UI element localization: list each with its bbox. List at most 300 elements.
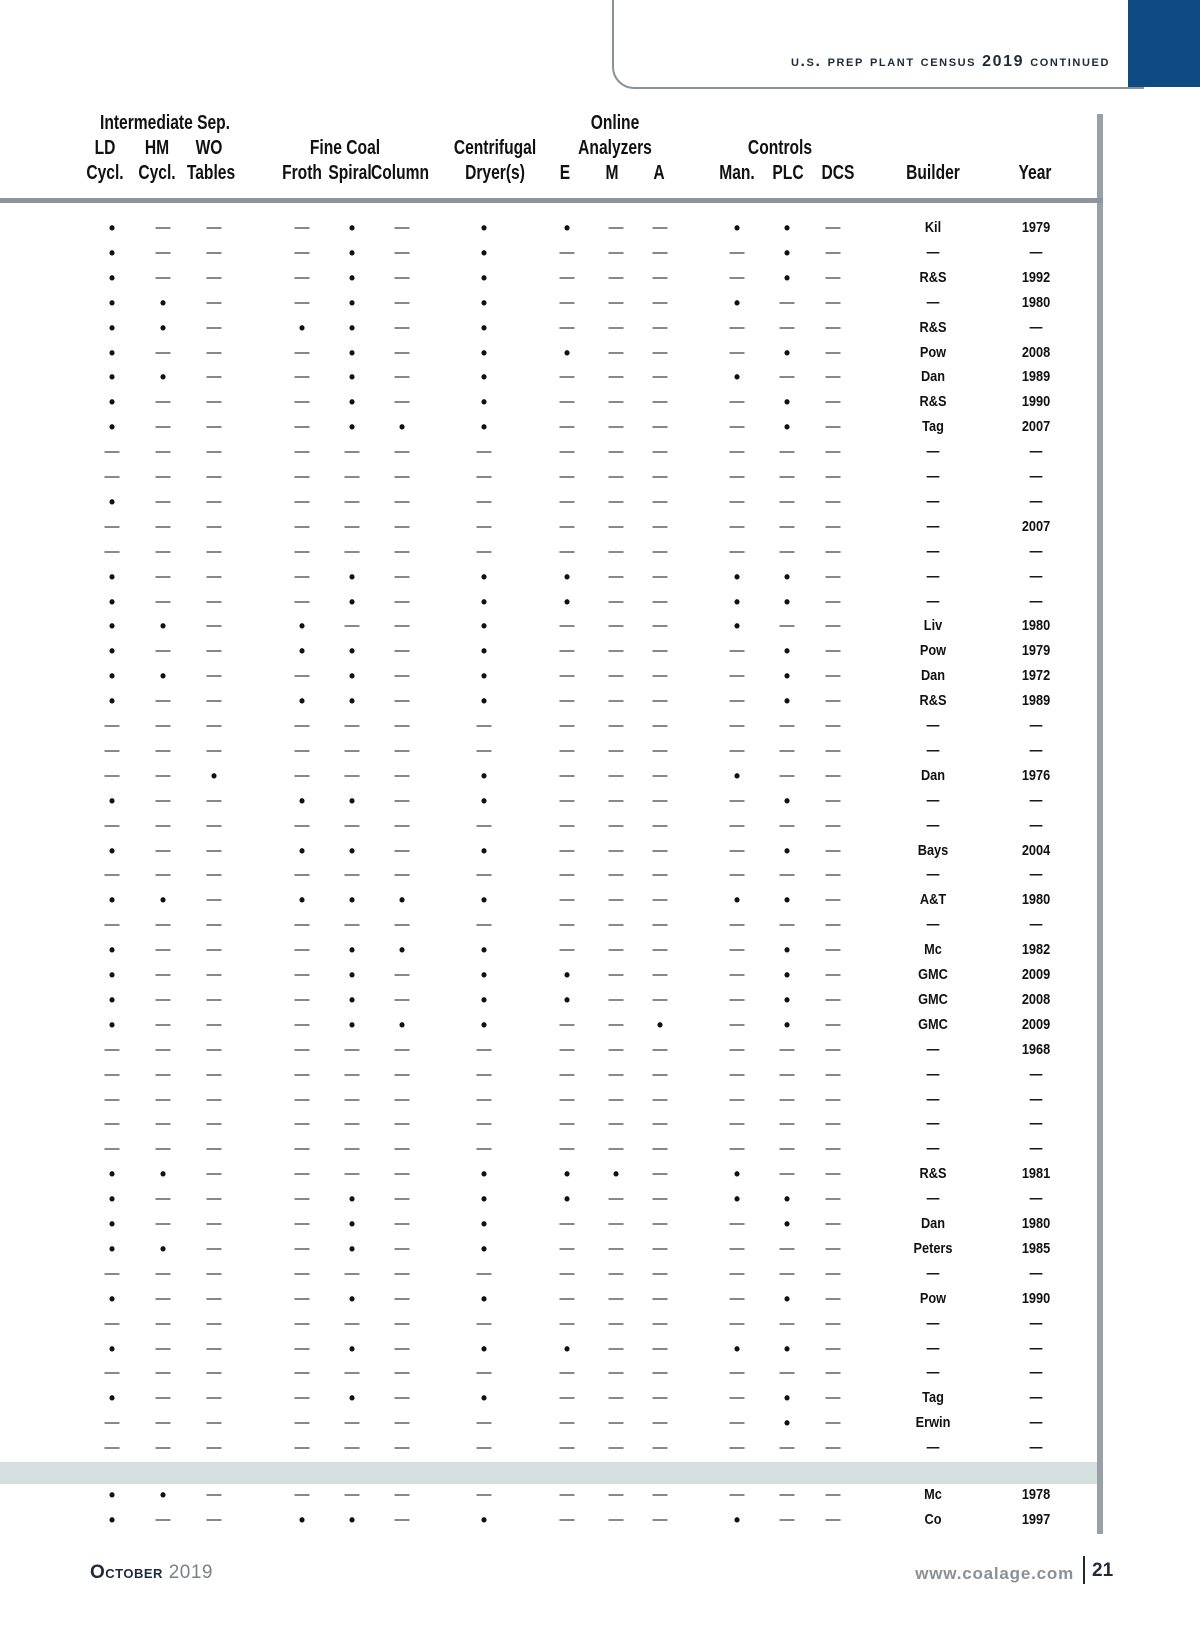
cell-builder: —	[926, 717, 940, 734]
cell-analyzer-a: —	[652, 1190, 668, 1208]
cell-controls-dcs: —	[825, 517, 841, 535]
cell-dryers: •	[480, 940, 488, 961]
cell-controls-plc: •	[783, 1413, 791, 1434]
cell-column: —	[394, 1439, 410, 1457]
cell-dryers: —	[476, 717, 492, 734]
cell-analyzer-e: —	[559, 468, 575, 485]
cell-analyzer-a: —	[652, 219, 668, 236]
cell-controls-man: —	[729, 517, 745, 535]
cell-year: —	[1029, 1314, 1043, 1332]
cell-dryers: •	[480, 1189, 488, 1210]
cell-builder: R&S	[919, 692, 947, 710]
cell-builder: Pow	[919, 1289, 947, 1307]
cell-analyzer-a: —	[652, 1090, 668, 1108]
cell-controls-man: •	[733, 1189, 741, 1210]
cell-froth: —	[294, 741, 310, 759]
cell-analyzer-a: —	[652, 891, 668, 909]
cell-froth: •	[298, 840, 306, 861]
cell-analyzer-e: —	[559, 1364, 575, 1382]
cell-controls-plc: —	[779, 1115, 795, 1133]
cell-wo-tables: —	[206, 941, 222, 959]
cell-controls-dcs: —	[825, 1115, 841, 1133]
cell-controls-dcs: —	[825, 1511, 841, 1528]
cell-dryers: •	[480, 691, 488, 712]
cell-ld-cycl: —	[104, 1065, 120, 1083]
cell-froth: —	[294, 1090, 310, 1108]
cell-controls-dcs: —	[825, 966, 841, 983]
cell-year: —	[1029, 916, 1043, 934]
cell-analyzer-e: —	[559, 841, 575, 859]
cell-year: 1972	[1021, 667, 1051, 685]
cell-analyzer-a: —	[652, 517, 668, 535]
cell-column: —	[394, 468, 410, 485]
cell-builder: —	[926, 916, 940, 934]
cell-froth: •	[298, 641, 306, 662]
cell-ld-cycl: —	[104, 443, 120, 461]
cell-analyzer-m: —	[608, 1364, 624, 1382]
cell-spiral: —	[344, 741, 360, 759]
cell-froth: —	[294, 1065, 310, 1083]
cell-analyzer-m: —	[608, 567, 624, 585]
cell-spiral: •	[348, 566, 356, 587]
cell-year: —	[1029, 318, 1043, 336]
cell-hm-cycl: —	[155, 443, 171, 461]
cell-analyzer-m: —	[608, 916, 624, 934]
header-centrifugal: Centrifugal	[453, 137, 537, 159]
cell-ld-cycl: •	[108, 940, 116, 961]
cell-wo-tables: —	[206, 468, 222, 485]
cell-analyzer-m: —	[608, 418, 624, 436]
cell-year: 1989	[1021, 368, 1051, 386]
cell-year: —	[1029, 1140, 1043, 1158]
cell-builder: GMC	[918, 1015, 948, 1033]
cell-controls-dcs: —	[825, 692, 841, 710]
cell-builder: Mc	[924, 1486, 942, 1503]
cell-spiral: •	[348, 1214, 356, 1234]
cell-analyzer-a: —	[652, 966, 668, 983]
cell-builder: Dan	[920, 1215, 946, 1232]
cell-dryers: •	[480, 616, 488, 637]
cell-builder: R&S	[919, 1165, 947, 1183]
cell-hm-cycl: —	[155, 393, 171, 411]
cell-column: —	[394, 642, 410, 660]
cell-wo-tables: —	[206, 841, 222, 859]
cell-controls-man: •	[733, 218, 741, 238]
cell-ld-cycl: •	[108, 840, 116, 861]
cell-analyzer-e: —	[559, 1115, 575, 1133]
cell-wo-tables: •	[210, 765, 218, 786]
cell-froth: —	[294, 592, 310, 610]
cell-analyzer-m: —	[608, 1015, 624, 1033]
cell-year: —	[1029, 443, 1043, 461]
cell-controls-plc: —	[779, 1090, 795, 1108]
header-dcs: DCS	[821, 162, 855, 184]
cell-wo-tables: —	[206, 1115, 222, 1133]
cell-wo-tables: —	[206, 1190, 222, 1208]
cell-column: •	[398, 940, 406, 961]
cell-controls-man: •	[733, 765, 741, 786]
cell-hm-cycl: •	[159, 367, 167, 388]
cell-controls-dcs: —	[825, 468, 841, 485]
cell-builder: Mc	[924, 941, 942, 959]
cell-hm-cycl: —	[155, 268, 171, 286]
cell-year: 2007	[1021, 418, 1051, 436]
cell-builder: —	[926, 1264, 940, 1282]
cell-controls-plc: —	[779, 1165, 795, 1183]
cell-analyzer-e: •	[563, 1338, 571, 1359]
cell-controls-plc: —	[779, 766, 795, 784]
cell-analyzer-a: —	[652, 1140, 668, 1158]
cell-analyzer-m: —	[608, 692, 624, 710]
cell-builder: —	[926, 1339, 940, 1357]
cell-column: —	[394, 966, 410, 983]
cell-controls-dcs: —	[825, 1239, 841, 1257]
cell-wo-tables: —	[206, 990, 222, 1008]
cell-controls-plc: •	[783, 342, 791, 363]
footer-website[interactable]: www.coalage.com	[915, 1564, 1074, 1583]
cell-analyzer-a: —	[652, 1364, 668, 1382]
cell-hm-cycl: —	[155, 941, 171, 959]
cell-spiral: —	[344, 1439, 360, 1457]
cell-dryers: •	[480, 641, 488, 662]
cell-builder: —	[926, 816, 940, 834]
cell-controls-dcs: —	[825, 418, 841, 436]
cell-wo-tables: —	[206, 1264, 222, 1282]
cell-analyzer-e: —	[559, 741, 575, 759]
cell-dryers: —	[476, 1264, 492, 1282]
cell-ld-cycl: —	[104, 1090, 120, 1108]
cell-analyzer-a: —	[652, 1065, 668, 1083]
cell-builder: —	[926, 1090, 940, 1108]
cell-analyzer-a: —	[652, 567, 668, 585]
cell-hm-cycl: •	[159, 317, 167, 338]
cell-controls-plc: •	[783, 1014, 791, 1035]
cell-year: —	[1029, 592, 1043, 610]
cell-hm-cycl: —	[155, 517, 171, 535]
header-ld-cycl: Cycl.	[86, 162, 124, 184]
cell-spiral: •	[348, 666, 356, 687]
cell-ld-cycl: —	[104, 866, 120, 884]
cell-builder: R&S	[919, 318, 947, 336]
cell-controls-plc: •	[783, 666, 791, 687]
header-column: Column	[370, 162, 430, 184]
cell-froth: —	[294, 443, 310, 461]
cell-analyzer-a: —	[652, 1339, 668, 1357]
cell-controls-man: •	[733, 890, 741, 911]
cell-column: —	[394, 492, 410, 510]
cell-analyzer-a: —	[652, 1115, 668, 1133]
cell-wo-tables: —	[206, 293, 222, 311]
cell-spiral: —	[344, 1264, 360, 1282]
cell-analyzer-e: —	[559, 692, 575, 710]
cell-builder: —	[926, 592, 940, 610]
cell-hm-cycl: —	[155, 816, 171, 834]
cell-ld-cycl: •	[108, 790, 116, 811]
cell-column: —	[394, 1165, 410, 1183]
cell-controls-plc: •	[783, 591, 791, 612]
cell-analyzer-m: —	[608, 1215, 624, 1232]
cell-analyzer-a: —	[652, 592, 668, 610]
cell-dryers: —	[476, 1140, 492, 1158]
cell-spiral: •	[348, 840, 356, 861]
cell-spiral: •	[348, 940, 356, 961]
cell-analyzer-e: —	[559, 393, 575, 411]
cell-builder: —	[926, 1190, 940, 1208]
cell-builder: Erwin	[915, 1414, 951, 1432]
cell-controls-dcs: —	[825, 1364, 841, 1382]
cell-ld-cycl: •	[108, 965, 116, 985]
cell-ld-cycl: •	[108, 267, 116, 288]
cell-hm-cycl: —	[155, 1115, 171, 1133]
cell-froth: —	[294, 966, 310, 983]
header-online: Online	[590, 112, 640, 134]
cell-spiral: •	[348, 790, 356, 811]
cell-controls-man: —	[729, 667, 745, 685]
cell-hm-cycl: —	[155, 717, 171, 734]
cell-wo-tables: —	[206, 368, 222, 386]
cell-ld-cycl: —	[104, 816, 120, 834]
cell-spiral: —	[344, 468, 360, 485]
cell-controls-dcs: —	[825, 667, 841, 685]
cell-builder: Pow	[919, 343, 947, 361]
cell-analyzer-a: —	[652, 1289, 668, 1307]
cell-froth: —	[294, 916, 310, 934]
cell-analyzer-m: —	[608, 268, 624, 286]
cell-spiral: •	[348, 1189, 356, 1210]
cell-spiral: •	[348, 392, 356, 413]
cell-analyzer-a: —	[652, 667, 668, 685]
cell-builder: GMC	[918, 966, 948, 983]
cell-hm-cycl: —	[155, 766, 171, 784]
cell-analyzer-e: —	[559, 816, 575, 834]
cell-controls-dcs: —	[825, 219, 841, 236]
cell-ld-cycl: •	[108, 392, 116, 413]
cell-hm-cycl: —	[155, 1015, 171, 1033]
cell-analyzer-m: —	[608, 1339, 624, 1357]
cell-builder: —	[926, 1314, 940, 1332]
cell-builder: —	[926, 1140, 940, 1158]
cell-analyzer-m: —	[608, 766, 624, 784]
cell-column: —	[394, 766, 410, 784]
cell-hm-cycl: —	[155, 866, 171, 884]
cell-ld-cycl: •	[108, 1388, 116, 1409]
cell-wo-tables: —	[206, 816, 222, 834]
cell-dryers: —	[476, 1439, 492, 1457]
cell-spiral: —	[344, 1165, 360, 1183]
cell-year: 1976	[1021, 766, 1051, 784]
header-intermediate-sep: Intermediate Sep.	[99, 112, 231, 134]
cell-froth: —	[294, 816, 310, 834]
cell-ld-cycl: •	[108, 1485, 116, 1505]
cell-ld-cycl: •	[108, 1288, 116, 1309]
cell-dryers: •	[480, 1164, 488, 1185]
cell-builder: R&S	[919, 268, 947, 286]
cell-year: —	[1029, 1090, 1043, 1108]
cell-dryers: —	[476, 916, 492, 934]
cell-froth: —	[294, 1140, 310, 1158]
cell-controls-plc: •	[783, 392, 791, 413]
cell-analyzer-e: —	[559, 791, 575, 809]
cell-analyzer-e: —	[559, 1015, 575, 1033]
cell-ld-cycl: —	[104, 1264, 120, 1282]
cell-column: —	[394, 1215, 410, 1232]
cell-controls-man: —	[729, 1289, 745, 1307]
cell-froth: —	[294, 1339, 310, 1357]
cell-froth: —	[294, 1264, 310, 1282]
cell-analyzer-m: —	[608, 617, 624, 635]
cell-controls-dcs: —	[825, 268, 841, 286]
cell-builder: —	[926, 517, 940, 535]
cell-column: —	[394, 841, 410, 859]
cell-spiral: •	[348, 267, 356, 288]
cell-analyzer-m: —	[608, 1040, 624, 1058]
cell-controls-man: —	[729, 941, 745, 959]
cell-analyzer-m: —	[608, 1115, 624, 1133]
cell-analyzer-e: •	[563, 1164, 571, 1185]
cell-analyzer-e: —	[559, 717, 575, 734]
cell-spiral: —	[344, 492, 360, 510]
cell-controls-man: —	[729, 268, 745, 286]
cell-dryers: •	[480, 242, 488, 263]
cell-analyzer-a: —	[652, 1389, 668, 1407]
cell-year: —	[1029, 791, 1043, 809]
cell-controls-man: •	[733, 1510, 741, 1530]
cell-froth: —	[294, 1314, 310, 1332]
cell-column: —	[394, 1314, 410, 1332]
cell-controls-plc: —	[779, 1264, 795, 1282]
cell-year: 1980	[1021, 1215, 1051, 1232]
running-head: u.s. prep plant census 2019 continued	[790, 53, 1110, 70]
cell-controls-plc: •	[783, 417, 791, 438]
cell-column: —	[394, 1511, 410, 1528]
cell-builder: —	[926, 293, 940, 311]
cell-analyzer-e: —	[559, 443, 575, 461]
header-dryers: Dryer(s)	[465, 162, 525, 184]
cell-column: —	[394, 816, 410, 834]
cell-dryers: —	[476, 866, 492, 884]
cell-controls-dcs: —	[825, 293, 841, 311]
cell-analyzer-a: —	[652, 766, 668, 784]
cell-year: 1980	[1021, 891, 1051, 909]
cell-analyzer-m: —	[608, 1439, 624, 1457]
cell-hm-cycl: •	[159, 292, 167, 313]
cell-controls-man: —	[729, 642, 745, 660]
cell-wo-tables: —	[206, 219, 222, 236]
cell-analyzer-e: •	[563, 989, 571, 1010]
cell-controls-man: —	[729, 1389, 745, 1407]
cell-analyzer-m: —	[608, 816, 624, 834]
cell-controls-dcs: —	[825, 1040, 841, 1058]
cell-analyzer-m: —	[608, 1239, 624, 1257]
cell-analyzer-a: —	[652, 990, 668, 1008]
cell-analyzer-m: —	[608, 717, 624, 734]
cell-spiral: •	[348, 317, 356, 338]
cell-hm-cycl: —	[155, 692, 171, 710]
cell-controls-man: •	[733, 591, 741, 612]
cell-analyzer-e: •	[563, 218, 571, 238]
cell-spiral: —	[344, 766, 360, 784]
cell-froth: —	[294, 1165, 310, 1183]
cell-controls-man: —	[729, 1264, 745, 1282]
cell-analyzer-a: •	[656, 1014, 664, 1035]
header-wo: WO	[195, 137, 223, 159]
header-froth: Froth	[282, 162, 322, 184]
cell-controls-plc: •	[783, 1388, 791, 1409]
cell-analyzer-m: —	[608, 1389, 624, 1407]
cell-wo-tables: —	[206, 1289, 222, 1307]
cell-hm-cycl: —	[155, 1314, 171, 1332]
cell-wo-tables: —	[206, 1389, 222, 1407]
cell-controls-dcs: —	[825, 642, 841, 660]
cell-analyzer-e: —	[559, 1065, 575, 1083]
cell-controls-plc: •	[783, 566, 791, 587]
cell-year: —	[1029, 741, 1043, 759]
cell-controls-dcs: —	[825, 766, 841, 784]
cell-analyzer-m: —	[608, 368, 624, 386]
cell-controls-plc: —	[779, 816, 795, 834]
cell-froth: •	[298, 890, 306, 911]
cell-controls-plc: —	[779, 1314, 795, 1332]
cell-controls-dcs: —	[825, 492, 841, 510]
cell-analyzer-a: —	[652, 791, 668, 809]
cell-analyzer-e: •	[563, 965, 571, 985]
cell-controls-plc: •	[783, 1214, 791, 1234]
cell-analyzer-a: —	[652, 642, 668, 660]
cell-builder: —	[926, 492, 940, 510]
cell-controls-man: —	[729, 1414, 745, 1432]
cell-froth: •	[298, 1510, 306, 1530]
cell-controls-man: —	[729, 1314, 745, 1332]
header-color-block	[1128, 0, 1200, 87]
cell-builder: Co	[924, 1511, 942, 1528]
cell-controls-man: •	[733, 566, 741, 587]
cell-controls-dcs: —	[825, 941, 841, 959]
cell-analyzer-e: —	[559, 1314, 575, 1332]
cell-analyzer-e: —	[559, 1389, 575, 1407]
cell-dryers: •	[480, 417, 488, 438]
cell-spiral: •	[348, 1338, 356, 1359]
cell-ld-cycl: •	[108, 641, 116, 662]
cell-analyzer-e: —	[559, 492, 575, 510]
header-spiral: Spiral	[328, 162, 372, 184]
cell-controls-dcs: —	[825, 542, 841, 560]
cell-year: 1980	[1021, 617, 1051, 635]
cell-ld-cycl: •	[108, 218, 116, 238]
cell-ld-cycl: •	[108, 616, 116, 637]
cell-dryers: •	[480, 342, 488, 363]
cell-controls-man: —	[729, 1364, 745, 1382]
cell-controls-plc: —	[779, 1486, 795, 1503]
cell-wo-tables: —	[206, 542, 222, 560]
cell-ld-cycl: •	[108, 691, 116, 712]
cell-year: 1985	[1021, 1239, 1051, 1257]
cell-controls-man: —	[729, 1239, 745, 1257]
cell-year: —	[1029, 717, 1043, 734]
cell-wo-tables: —	[206, 966, 222, 983]
cell-analyzer-m: —	[608, 966, 624, 983]
cell-controls-plc: •	[783, 242, 791, 263]
cell-spiral: •	[348, 367, 356, 388]
cell-dryers: •	[480, 392, 488, 413]
cell-controls-plc: •	[783, 840, 791, 861]
cell-controls-dcs: —	[825, 1190, 841, 1208]
cell-controls-plc: —	[779, 717, 795, 734]
cell-ld-cycl: •	[108, 491, 116, 512]
cell-analyzer-m: —	[608, 1511, 624, 1528]
cell-controls-man: —	[729, 717, 745, 734]
cell-dryers: —	[476, 542, 492, 560]
cell-wo-tables: —	[206, 617, 222, 635]
